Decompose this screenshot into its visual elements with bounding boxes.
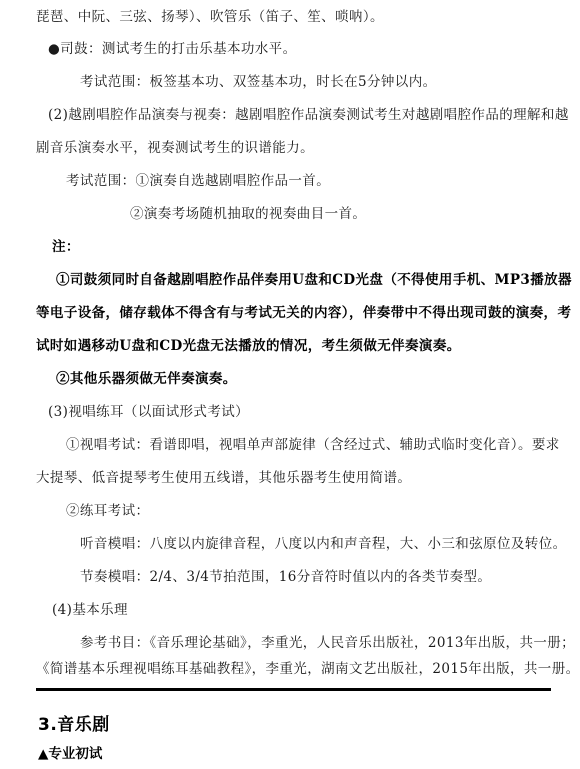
note-label: 注： — [52, 239, 80, 255]
text-line-instruments: 琵琶、中阮、三弦、扬琴）、吹管乐（笛子、笙、唢呐）。 — [36, 9, 384, 25]
text-line-pitch-imitation: 听音模唱：八度以内旋律音程，八度以内和声音程，大、小三和弦原位及转位。 — [80, 536, 567, 552]
text-line-sight-singing-cont: 大提琴、低音提琴考生使用五线谱，其他乐器考生使用简谱。 — [36, 470, 412, 486]
text-line-drum: ●司鼓：测试考生的打击乐基本功水平。 — [48, 41, 297, 57]
text-line-music-theory: (4)基本乐理 — [52, 602, 128, 618]
subsection-heading: ▲专业初试 — [38, 746, 103, 762]
note-line-3: 试时如遇移动U盘和CD光盘无法播放的情况，考生须做无伴奏演奏。 — [36, 338, 461, 354]
text-line-opera-performance-cont: 剧音乐演奏水平，视奏测试考生的识谱能力。 — [36, 140, 314, 156]
text-line-opera-performance: (2)越剧唱腔作品演奏与视奏：越剧唱腔作品演奏测试考生对越剧唱腔作品的理解和越 — [48, 107, 569, 123]
section-heading: 3.音乐剧 — [38, 715, 110, 735]
text-line-opera-scope-2: ②演奏考场随机抽取的视奏曲目一首。 — [130, 206, 367, 222]
section-divider — [36, 688, 551, 691]
text-line-rhythm-imitation: 节奏模唱：2/4、3/4节拍范围，16分音符时值以内的各类节奏型。 — [80, 569, 492, 585]
text-line-reference-1: 参考书目：《音乐理论基础》，李重光，人民音乐出版社，2013年出版，共一册； — [80, 635, 576, 651]
text-line-reference-2: 《简谱基本乐理视唱练耳基础教程》，李重光，湖南文艺出版社，2015年出版，共一册。 — [36, 661, 580, 677]
text-line-drum-scope: 考试范围：板签基本功、双签基本功，时长在5分钟以内。 — [80, 74, 437, 90]
note-line-2: 等电子设备，储存载体不得含有与考试无关的内容），伴奏带中不得出现司鼓的演奏，考 — [36, 305, 572, 321]
text-line-opera-scope: 考试范围：①演奏自选越剧唱腔作品一首。 — [66, 173, 331, 189]
text-line-ear-training: ②练耳考试： — [66, 503, 150, 519]
text-line-solfege-heading: (3)视唱练耳（以面试形式考试） — [48, 404, 250, 420]
text-line-sight-singing: ①视唱考试：看谱即唱，视唱单声部旋律（含经过式、辅助式临时变化音）。要求 — [66, 437, 560, 453]
note-line-1: ①司鼓须同时自备越剧唱腔作品伴奏用U盘和CD光盘（不得使用手机、MP3播放器 — [56, 272, 572, 288]
note-line-4: ②其他乐器须做无伴奏演奏。 — [56, 371, 237, 387]
